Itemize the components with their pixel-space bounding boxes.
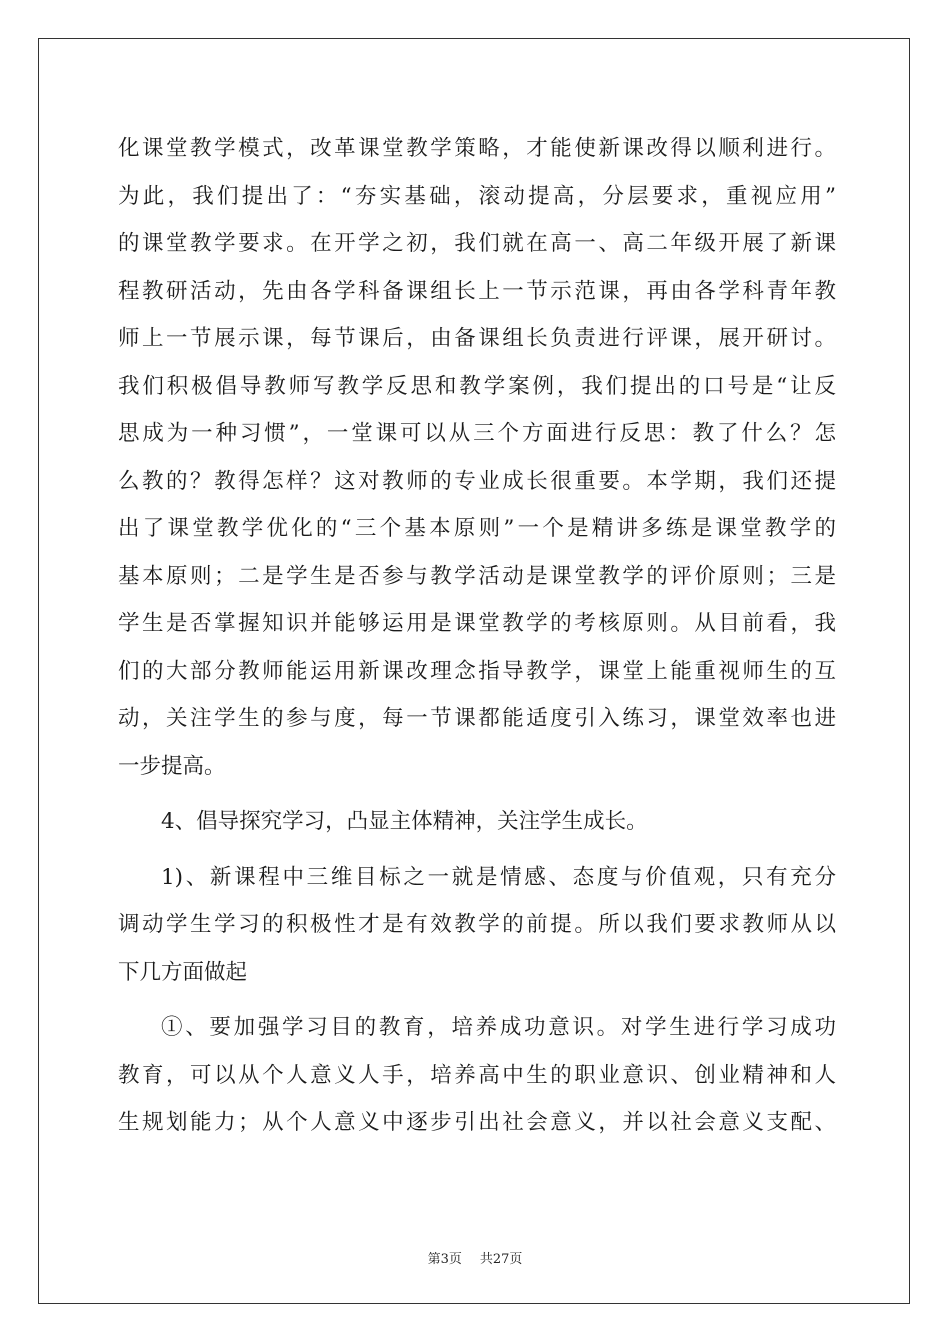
body-line: 1)、新课程中三维目标之一就是情感、态度与价值观，只有充分 (161, 864, 836, 890)
document-body (118, 125, 836, 1147)
body-line: 教育，可以从个人意义人手，培养高中生的职业意识、创业精神和人 (118, 1062, 836, 1088)
page-footer (0, 1248, 950, 1267)
body-line: 动，关注学生的参与度，每一节课都能适度引入练习，课堂效率也进 (118, 706, 836, 731)
body-line: 化课堂教学模式，改革课堂教学策略，才能使新课改得以顺利进行。 (118, 136, 836, 161)
page-number: 第3页 (427, 1252, 462, 1267)
body-line: 思成为一种习惯”，一堂课可以从三个方面进行反思：教了什么？怎 (118, 421, 836, 446)
section-heading: 4、倡导探究学习，凸显主体精神，关注学生成长。 (161, 809, 648, 834)
body-line: 师上一节展示课，每节课后，由备课组长负责进行评课，展开研讨。 (118, 326, 836, 351)
body-line: 下几方面做起 (118, 959, 248, 985)
body-line: 基本原则；二是学生是否参与教学活动是课堂教学的评价原则；三是 (118, 563, 836, 589)
body-line: ①、要加强学习目的教育，培养成功意识。对学生进行学习成功 (161, 1015, 836, 1040)
body-line: 出了课堂教学优化的“三个基本原则”一个是精讲多练是课堂教学的 (118, 516, 836, 541)
body-line: 一步提高。 (118, 753, 226, 779)
body-line: 么教的？教得怎样？这对教师的专业成长很重要。本学期，我们还提 (118, 468, 836, 494)
body-line: 我们积极倡导教师写教学反思和教学案例，我们提出的口号是“让反 (118, 373, 836, 399)
body-line: 调动学生学习的积极性才是有效教学的前提。所以我们要求教师从以 (118, 912, 836, 937)
page-total: 共27页 (479, 1252, 523, 1267)
body-line: 生规划能力；从个人意义中逐步引出社会意义，并以社会意义支配、 (118, 1110, 836, 1135)
body-line: 的课堂教学要求。在开学之初，我们就在高一、高二年级开展了新课 (118, 231, 836, 256)
body-line: 学生是否掌握知识并能够运用是课堂教学的考核原则。从目前看，我 (118, 611, 836, 636)
body-line: 为此，我们提出了：“夯实基础，滚动提高，分层要求，重视应用” (118, 183, 836, 209)
body-line: 程教研活动，先由各学科备课组长上一节示范课，再由各学科青年教 (118, 278, 836, 304)
body-line: 们的大部分教师能运用新课改理念指导教学，课堂上能重视师生的互 (118, 658, 836, 684)
